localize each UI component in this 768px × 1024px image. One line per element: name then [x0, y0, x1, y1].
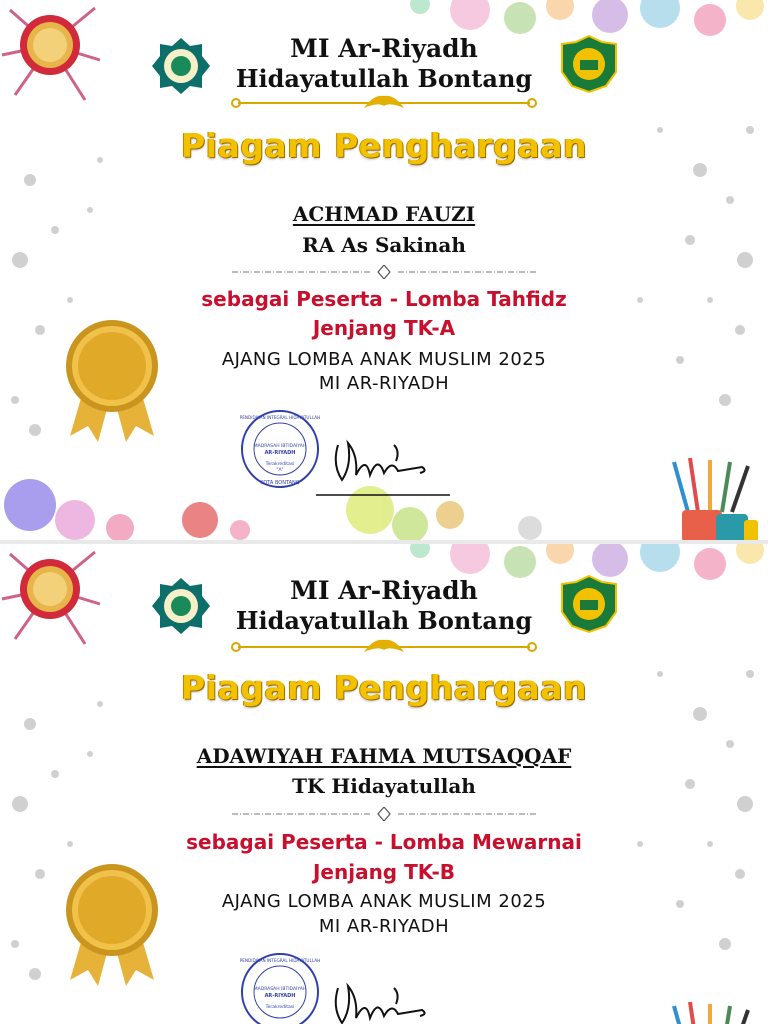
signature-icon	[308, 968, 454, 1024]
recipient-name	[0, 744, 768, 768]
stamp-accreditation: Terakreditasi	[265, 462, 295, 467]
role-line: sebagai Peserta - Lomba Mewarnai	[186, 830, 582, 854]
signature-icon	[308, 425, 454, 499]
event-line2: MI AR-RIYADH	[318, 373, 450, 394]
gold-seal-icon	[0, 0, 110, 110]
recipient-origin: RA As Sakinah	[302, 233, 466, 257]
gold-medal-icon	[62, 862, 162, 988]
recipient-name	[0, 202, 768, 226]
header-ornament	[228, 636, 540, 658]
level-line: Jenjang TK-A	[312, 316, 456, 340]
gold-seal-icon	[0, 544, 110, 654]
header-ornament	[228, 92, 540, 114]
event-line2: MI AR-RIYADH	[318, 916, 450, 937]
school-name-line1: MI Ar-Riyadh	[290, 576, 478, 605]
stamp-accreditation: Terakreditasi	[265, 1005, 295, 1010]
stamp-top-text: PENDIDIKAN INTEGRAL HIDAYATULLAH	[240, 415, 320, 420]
stamp-institution-2: AR-RIYADH	[264, 993, 296, 999]
stamp-institution-1: MADRASAH IBTIDAIYAH	[253, 987, 307, 992]
ministry-logo-icon	[558, 34, 620, 94]
school-name-line1: MI Ar-Riyadh	[290, 34, 478, 63]
paint-brushes-icon	[668, 1000, 758, 1024]
stamp-grade: "A"	[276, 468, 284, 473]
stamp-top-text: PENDIDIKAN INTEGRAL HIDAYATULLAH	[240, 958, 320, 963]
stamp-institution-1: MADRASAH IBTIDAIYAH	[253, 444, 307, 449]
paint-brushes-icon	[668, 456, 758, 540]
certificate-title: Piagam Penghargaan	[181, 126, 587, 165]
section-divider	[232, 807, 536, 821]
event-line1: AJANG LOMBA ANAK MUSLIM 2025	[221, 349, 547, 370]
ministry-logo-icon	[558, 574, 620, 634]
role-line: sebagai Peserta - Lomba Tahfidz	[201, 287, 567, 311]
stamp-city: KOTA BONTANG	[260, 480, 300, 486]
recipient-name-text: ADAWIYAH FAHMA MUTSAQQAF	[196, 744, 572, 768]
recipient-origin: TK Hidayatullah	[292, 774, 476, 798]
stamp-institution-2: AR-RIYADH	[264, 450, 296, 456]
gold-medal-icon	[62, 318, 162, 444]
school-name	[184, 576, 584, 636]
certificate-title: Piagam Penghargaan	[181, 668, 587, 707]
level-line: Jenjang TK-B	[312, 860, 456, 884]
certificate-2	[0, 544, 768, 1024]
recipient-name-text: ACHMAD FAUZI	[292, 202, 476, 226]
school-name-line2: Hidayatullah Bontang	[235, 606, 533, 635]
school-name	[184, 34, 584, 94]
school-name-line2: Hidayatullah Bontang	[235, 64, 533, 93]
event-line1: AJANG LOMBA ANAK MUSLIM 2025	[221, 891, 547, 912]
section-divider	[232, 265, 536, 279]
